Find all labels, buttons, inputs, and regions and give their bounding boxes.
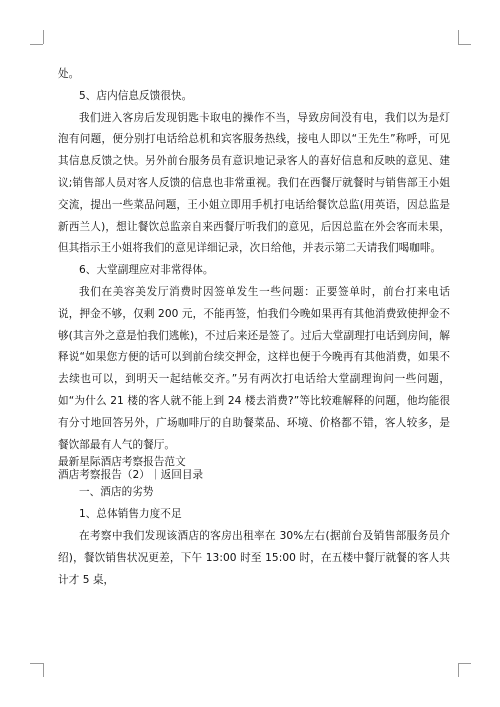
section-6-body: 我们在美容美发厅消费时因签单发生一些问题：正要签单时，前台打来电话说，押金不够，仅剩 200 元，不能再签，怕我们今晚如果再有其他消费致使押金不够(其言外之意是怕我们逃帐)，不过后来还是签了。过后大堂副理打电话到房间，解释说“如果您方便的话可以到前台续交押金，这样也便于今晚再有其他消费，如果不去续也可以，到明天一起结帐交齐。”另有两次打电话给大堂副理询问一些问题，如“为什么 21 楼的客人就不能上到 24 楼去消费?”等比较难解释的问题，他均能很有分寸地回答另外，广场咖啡厅的自助餐菜品、环境、价格都不错，客人较多，是餐饮部最有人气的餐厅。 (58, 285, 450, 451)
article-nav-links[interactable]: 酒店考察报告（2）｜返回目录 (58, 469, 204, 482)
article-link-title[interactable]: 最新星际酒店考察报告范文 (58, 456, 186, 469)
continuation-text: 处。 (58, 68, 80, 80)
item-1-heading: 1、总体销售力度不足 (79, 508, 182, 521)
item-1-body: 在考察中我们发现该酒店的客房出租率在 30%左右(据前台及销售部服务员介绍)，餐饮销售状况更差，下午 13:00 时至 15:00 时，在五楼中餐厅就餐的客人共计才 5 桌， (58, 529, 450, 586)
section-6-heading: 6、大堂副理应对非常得体。 (79, 264, 214, 277)
document-body (58, 64, 450, 591)
section-5-body: 我们进入客房后发现钥匙卡取电的操作不当，导致房间没有电，我们以为是灯泡有问题，便分别打电话给总机和宾客服务热线，接电人即以“王先生”称呼，可见其信息反馈之快。另外前台服务员有意识地记录客人的喜好信息和反映的意见、建议;销售部人员对客人反馈的信息也非常重视。我们在西餐厅就餐时与销售部王小姐交流，提出一些菜品问题，王小姐立即用手机打电话给餐饮总监(用英语，因总监是新西兰人)，想让餐饮总监亲自来西餐厅听我们的意见，后因总监在外会客而未果，但其指示王小姐将我们的意见详细记录，次日给他，并表示第二天请我们喝咖啡。 (58, 111, 450, 255)
part-1-heading: 一、酒店的劣势 (79, 486, 154, 499)
section-5-heading: 5、店内信息反馈很快。 (79, 89, 193, 102)
